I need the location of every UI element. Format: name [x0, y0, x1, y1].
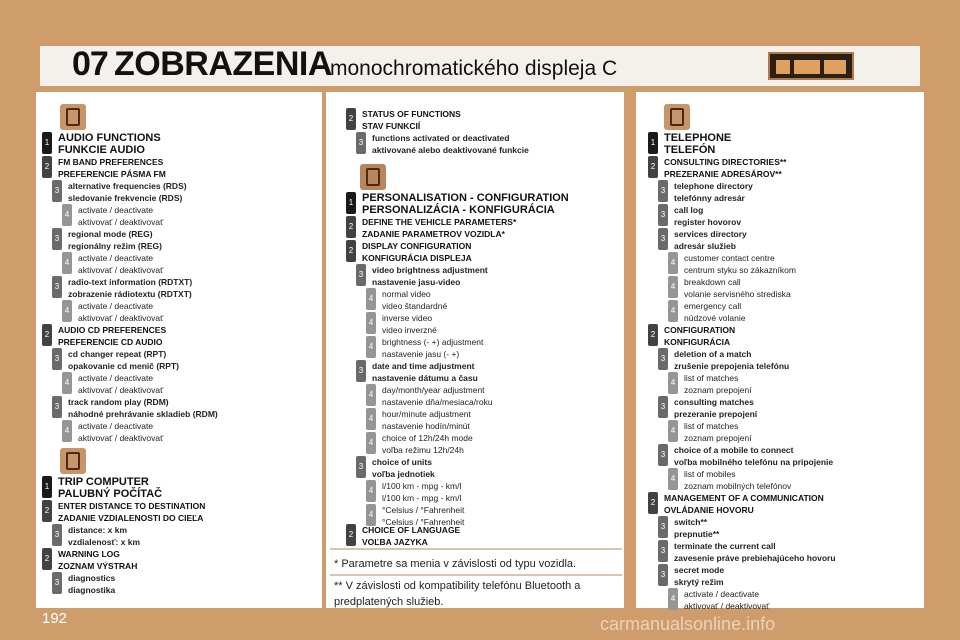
- menu-item-text: PREFERENCIE CD AUDIO: [58, 337, 163, 347]
- level-badge: 3: [658, 348, 668, 370]
- level-badge: 4: [668, 300, 678, 322]
- menu-item-text: regionálny režim (REG): [68, 241, 162, 251]
- telephone-icon: [664, 104, 690, 130]
- menu-item-text: track random play (RDM): [68, 397, 169, 407]
- menu-item-text: normal video: [382, 289, 431, 299]
- level-badge: 3: [52, 396, 62, 418]
- menu-item-text: call log: [674, 205, 704, 215]
- menu-item-text: ZOZNAM VÝSTRAH: [58, 561, 138, 571]
- level-badge: 3: [356, 264, 366, 286]
- settings-icon: [360, 164, 386, 190]
- level-badge: 1: [42, 132, 52, 154]
- menu-item-text: volanie servisného strediska: [684, 289, 791, 299]
- menu-item-text: adresár služieb: [674, 241, 736, 251]
- level-badge: 4: [366, 480, 376, 502]
- level-badge: 4: [668, 372, 678, 394]
- level-badge: 1: [648, 132, 658, 154]
- menu-item-text: inverse video: [382, 313, 433, 323]
- level-badge: 4: [366, 432, 376, 454]
- level-badge: 2: [346, 108, 356, 130]
- menu-item-text: núdzové volanie: [684, 313, 746, 323]
- level-badge: 3: [52, 348, 62, 370]
- menu-item-text: radio-text information (RDTXT): [68, 277, 193, 287]
- menu-item-text: brightness (- +) adjustment: [382, 337, 484, 347]
- menu-item-text: prepnutie**: [674, 529, 720, 539]
- menu-item-text: STAV FUNKCIÍ: [362, 121, 421, 131]
- level-badge: 3: [658, 540, 668, 562]
- level-badge: 2: [346, 216, 356, 238]
- menu-item-text: deletion of a match: [674, 349, 752, 359]
- level-badge: 3: [658, 180, 668, 202]
- footnote-vehicle: * Parametre sa menia v závislosti od typu vozidla.: [334, 558, 577, 570]
- menu-item-text: activate / deactivate: [78, 373, 154, 383]
- level-badge: 3: [658, 396, 668, 418]
- menu-item-text: zoznam mobilných telefónov: [684, 481, 792, 491]
- menu-item-text: activate / deactivate: [78, 301, 154, 311]
- menu-item-text: vzdialenosť: x km: [68, 537, 141, 547]
- level-badge: 2: [42, 324, 52, 346]
- level-badge: 3: [52, 228, 62, 250]
- level-badge: 4: [62, 372, 72, 394]
- level-badge: 3: [356, 456, 366, 478]
- menu-item-text: register hovorov: [674, 217, 742, 227]
- menu-item-text: PERSONALIZÁCIA - KONFIGURÁCIA: [362, 204, 555, 216]
- menu-item-text: KONFIGURÁCIA: [664, 337, 731, 347]
- level-badge: 2: [648, 324, 658, 346]
- menu-item-text: consulting matches: [674, 397, 754, 407]
- menu-item-text: TRIP COMPUTER: [58, 476, 149, 488]
- level-badge: 2: [42, 500, 52, 522]
- menu-item-text: DEFINE THE VEHICLE PARAMETERS*: [362, 217, 517, 227]
- menu-item-text: aktivovať / deaktivovať: [78, 313, 164, 323]
- level-badge: 4: [62, 300, 72, 322]
- menu-item-text: regional mode (REG): [68, 229, 153, 239]
- watermark: carmanualsonline.info: [600, 614, 776, 634]
- menu-item-text: switch**: [674, 517, 708, 527]
- level-badge: 2: [346, 524, 356, 546]
- menu-item-text: diagnostika: [68, 585, 116, 595]
- menu-item-text: opakovanie cd menič (RPT): [68, 361, 179, 371]
- level-badge: 3: [356, 132, 366, 154]
- level-badge: 1: [42, 476, 52, 498]
- menu-item-text: date and time adjustment: [372, 361, 475, 371]
- menu-item-text: centrum styku so zákazníkom: [684, 265, 796, 275]
- level-badge: 4: [366, 312, 376, 334]
- level-badge: 2: [648, 156, 658, 178]
- menu-item-text: activate / deactivate: [78, 421, 154, 431]
- level-badge: 4: [668, 420, 678, 442]
- menu-item-text: activate / deactivate: [684, 589, 760, 599]
- audio-icon: [60, 104, 86, 130]
- menu-item-text: °Celsius / °Fahrenheit: [382, 505, 465, 515]
- menu-item-text: aktivovať / deaktivovať: [78, 433, 164, 443]
- fuel-pump-icon: [60, 448, 86, 474]
- menu-item-text: MANAGEMENT OF A COMMUNICATION: [664, 493, 824, 503]
- menu-item-text: video brightness adjustment: [372, 265, 488, 275]
- level-badge: 2: [42, 548, 52, 570]
- level-badge: 3: [52, 276, 62, 298]
- menu-item-text: nastavenie dňa/mesiaca/roku: [382, 397, 493, 407]
- level-badge: 1: [346, 192, 356, 214]
- menu-item-text: choice of units: [372, 457, 432, 467]
- menu-item-text: zrušenie prepojenia telefónu: [674, 361, 790, 371]
- menu-item-text: PREZERANIE ADRESÁROV**: [664, 169, 782, 179]
- menu-item-text: STATUS OF FUNCTIONS: [362, 109, 461, 119]
- chapter-number: 07: [72, 45, 108, 83]
- level-badge: 3: [658, 444, 668, 466]
- level-badge: 4: [366, 504, 376, 526]
- level-badge: 4: [668, 468, 678, 490]
- menu-item-text: ZADANIE VZDIALENOSTI DO CIEĽA: [58, 513, 204, 523]
- menu-item-text: customer contact centre: [684, 253, 775, 263]
- menu-item-text: AUDIO FUNCTIONS: [58, 132, 161, 144]
- level-badge: 3: [356, 360, 366, 382]
- menu-item-text: zoznam prepojení: [684, 385, 752, 395]
- level-badge: 4: [366, 408, 376, 430]
- menu-item-text: ZADANIE PARAMETROV VOZIDLA*: [362, 229, 505, 239]
- level-badge: 4: [668, 588, 678, 610]
- menu-item-text: alternative frequencies (RDS): [68, 181, 187, 191]
- menu-item-text: VOĽBA JAZYKA: [362, 537, 428, 547]
- menu-item-text: video inverzné: [382, 325, 437, 335]
- level-badge: 2: [42, 156, 52, 178]
- level-badge: 4: [668, 276, 678, 298]
- menu-item-text: prezeranie prepojení: [674, 409, 758, 419]
- menu-item-text: aktivovať / deaktivovať: [78, 265, 164, 275]
- level-badge: 3: [52, 572, 62, 594]
- menu-item-text: aktivovať / deaktivovať: [78, 385, 164, 395]
- menu-item-text: AUDIO CD PREFERENCES: [58, 325, 167, 335]
- menu-item-text: skrytý režim: [674, 577, 724, 587]
- menu-item-text: TELEFÓN: [664, 144, 716, 156]
- display-icon: [768, 52, 854, 80]
- level-badge: 4: [62, 420, 72, 442]
- note-divider: [330, 548, 622, 550]
- level-badge: 3: [658, 228, 668, 250]
- menu-item-text: PERSONALISATION - CONFIGURATION: [362, 192, 569, 204]
- menu-item-text: CHOICE OF LANGUAGE: [362, 525, 461, 535]
- menu-item-text: aktivované alebo deaktivované funkcie: [372, 145, 529, 155]
- menu-item-text: PREFERENCIE PÁSMA FM: [58, 169, 166, 179]
- level-badge: 3: [52, 180, 62, 202]
- menu-item-text: activate / deactivate: [78, 205, 154, 215]
- menu-item-text: nastavenie jasu-video: [372, 277, 461, 287]
- menu-item-text: DISPLAY CONFIGURATION: [362, 241, 472, 251]
- menu-item-text: activate / deactivate: [78, 253, 154, 263]
- menu-item-text: TELEPHONE: [664, 132, 732, 144]
- menu-item-text: zoznam prepojení: [684, 433, 752, 443]
- note-divider: [330, 574, 622, 576]
- menu-item-text: °Celsius / °Fahrenheit: [382, 517, 465, 527]
- menu-item-text: FUNKCIE AUDIO: [58, 144, 145, 156]
- menu-item-text: telephone directory: [674, 181, 753, 191]
- menu-item-text: WARNING LOG: [58, 549, 120, 559]
- menu-item-text: sledovanie frekvencie (RDS): [68, 193, 183, 203]
- menu-item-text: voľba režimu 12h/24h: [382, 445, 464, 455]
- menu-item-text: services directory: [674, 229, 747, 239]
- level-badge: 4: [366, 336, 376, 358]
- footnote-bluetooth: ** V závislosti od kompatibility telefónu Bluetooth a predplatených služieb.: [334, 580, 581, 608]
- level-badge: 3: [658, 564, 668, 586]
- menu-item-text: list of matches: [684, 373, 739, 383]
- menu-item-text: aktivovať / deaktivovať: [684, 601, 770, 611]
- menu-item-text: breakdown call: [684, 277, 741, 287]
- menu-item-text: voľba jednotiek: [372, 469, 435, 479]
- menu-item-text: l/100 km - mpg - km/l: [382, 493, 462, 503]
- menu-item-text: terminate the current call: [674, 541, 776, 551]
- level-badge: 2: [648, 492, 658, 514]
- menu-item-text: náhodné prehrávanie skladieb (RDM): [68, 409, 218, 419]
- menu-item-text: list of mobiles: [684, 469, 736, 479]
- menu-item-text: nastavenie dátumu a času: [372, 373, 478, 383]
- level-badge: 3: [658, 204, 668, 226]
- level-badge: 3: [658, 516, 668, 538]
- menu-item-text: cd changer repeat (RPT): [68, 349, 167, 359]
- menu-item-text: emergency call: [684, 301, 742, 311]
- menu-item-text: voľba mobilného telefónu na pripojenie: [674, 457, 834, 467]
- menu-item-text: nastavenie jasu (- +): [382, 349, 460, 359]
- level-badge: 4: [668, 252, 678, 274]
- level-badge: 3: [52, 524, 62, 546]
- level-badge: 4: [62, 252, 72, 274]
- menu-item-text: ENTER DISTANCE TO DESTINATION: [58, 501, 206, 511]
- menu-item-text: secret mode: [674, 565, 725, 575]
- level-badge: 2: [346, 240, 356, 262]
- menu-item-text: list of matches: [684, 421, 739, 431]
- level-badge: 4: [366, 384, 376, 406]
- menu-item-text: diagnostics: [68, 573, 116, 583]
- menu-item-text: aktivovať / deaktivovať: [78, 217, 164, 227]
- menu-item-text: l/100 km - mpg - km/l: [382, 481, 462, 491]
- menu-item-text: OVLÁDANIE HOVORU: [664, 505, 754, 515]
- menu-item-text: nastavenie hodín/minút: [382, 421, 470, 431]
- level-badge: 4: [366, 288, 376, 310]
- menu-item-text: video štandardné: [382, 301, 448, 311]
- menu-item-text: hour/minute adjustment: [382, 409, 471, 419]
- menu-item-text: functions activated or deactivated: [372, 133, 510, 143]
- page-title: ZOBRAZENIA: [114, 45, 332, 83]
- menu-item-text: CONSULTING DIRECTORIES**: [664, 157, 787, 167]
- menu-item-text: zavesenie práve prebiehajúceho hovoru: [674, 553, 836, 563]
- menu-item-text: choice of a mobile to connect: [674, 445, 794, 455]
- menu-item-text: day/month/year adjustment: [382, 385, 485, 395]
- level-badge: 4: [62, 204, 72, 226]
- page-subtitle: monochromatického displeja C: [330, 57, 618, 80]
- menu-item-text: CONFIGURATION: [664, 325, 736, 335]
- menu-item-text: KONFIGURÁCIA DISPLEJA: [362, 253, 472, 263]
- menu-item-text: telefónny adresár: [674, 193, 745, 203]
- menu-item-text: distance: x km: [68, 525, 128, 535]
- menu-item-text: zobrazenie rádiotextu (RDTXT): [68, 289, 192, 299]
- menu-item-text: PALUBNÝ POČÍTAČ: [58, 488, 163, 500]
- page-number: 192: [42, 610, 68, 627]
- menu-item-text: choice of 12h/24h mode: [382, 433, 473, 443]
- menu-item-text: FM BAND PREFERENCES: [58, 157, 164, 167]
